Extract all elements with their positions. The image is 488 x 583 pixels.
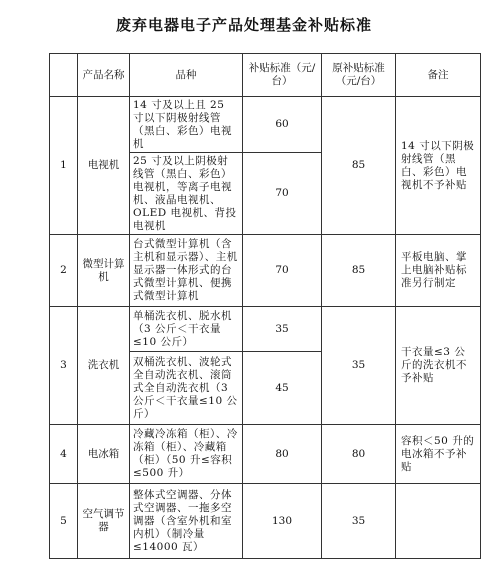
header-row — [50, 54, 481, 97]
variety-cell: 25 寸及以上阴极射线管（黑白、彩色）电视机，等离子电视机、液晶电视机、OLED 电视机、背投电视机 — [130, 153, 243, 235]
header-note: 备注 — [396, 54, 481, 97]
table-row — [50, 97, 481, 153]
note-cell: 干衣量≤3 公斤的洗衣机不予补贴 — [396, 307, 481, 425]
variety-cell: 单桶洗衣机、脱水机（3 公斤＜干衣量≤10 公斤） — [130, 307, 243, 352]
subsidy-table — [49, 53, 481, 559]
subsidy-cell: 45 — [243, 352, 322, 425]
subsidy-cell: 60 — [243, 97, 322, 153]
table-row — [50, 307, 481, 352]
product-name: 电冰箱 — [78, 425, 130, 484]
header-name: 产品名称 — [78, 54, 130, 97]
original-cell: 35 — [322, 307, 396, 425]
header-variety: 品种 — [130, 54, 243, 97]
subsidy-cell: 80 — [243, 425, 322, 484]
product-name: 微型计算机 — [78, 235, 130, 307]
row-no: 3 — [50, 307, 78, 425]
original-cell: 85 — [322, 235, 396, 307]
row-no: 2 — [50, 235, 78, 307]
original-cell: 80 — [322, 425, 396, 484]
subsidy-cell: 130 — [243, 484, 322, 559]
note-cell: 14 寸以下阴极射线管（黑白、彩色）电视机不予补贴 — [396, 97, 481, 235]
original-cell: 35 — [322, 484, 396, 559]
table-row — [50, 425, 481, 484]
header-no — [50, 54, 78, 97]
variety-cell: 冷藏冷冻箱（柜）、冷冻箱（柜）、冷藏箱（柜）（50 升≤容积≤500 升） — [130, 425, 243, 484]
table-row — [50, 235, 481, 307]
row-no: 1 — [50, 97, 78, 235]
header-original: 原补贴标准（元/台） — [322, 54, 396, 97]
table-row — [50, 484, 481, 559]
subsidy-cell: 70 — [243, 235, 322, 307]
row-no: 4 — [50, 425, 78, 484]
row-no: 5 — [50, 484, 78, 559]
product-name: 空气调节器 — [78, 484, 130, 559]
product-name: 电视机 — [78, 97, 130, 235]
product-name: 洗衣机 — [78, 307, 130, 425]
subsidy-cell: 70 — [243, 153, 322, 235]
subsidy-cell: 35 — [243, 307, 322, 352]
header-subsidy: 补贴标准（元/台） — [243, 54, 322, 97]
note-cell: 容积＜50 升的电冰箱不予补贴 — [396, 425, 481, 484]
variety-cell: 整体式空调器、分体式空调器、一拖多空调器（含室外机和室内机）（制冷量≤14000 瓦） — [130, 484, 243, 559]
note-cell — [396, 484, 481, 559]
variety-cell: 双桶洗衣机、波轮式全自动洗衣机、滚筒式全自动洗衣机（3 公斤＜干衣量≤10 公斤） — [130, 352, 243, 425]
variety-cell: 14 寸及以上且 25 寸以下阴极射线管（黑白、彩色）电视机 — [130, 97, 243, 153]
note-cell: 平板电脑、掌上电脑补贴标准另行制定 — [396, 235, 481, 307]
original-cell: 85 — [322, 97, 396, 235]
variety-cell: 台式微型计算机（含主机和显示器）、主机显示器一体形式的台式微型计算机、便携式微型计算机 — [130, 235, 243, 307]
page-title: 废弃电器电子产品处理基金补贴标准 — [115, 16, 372, 34]
